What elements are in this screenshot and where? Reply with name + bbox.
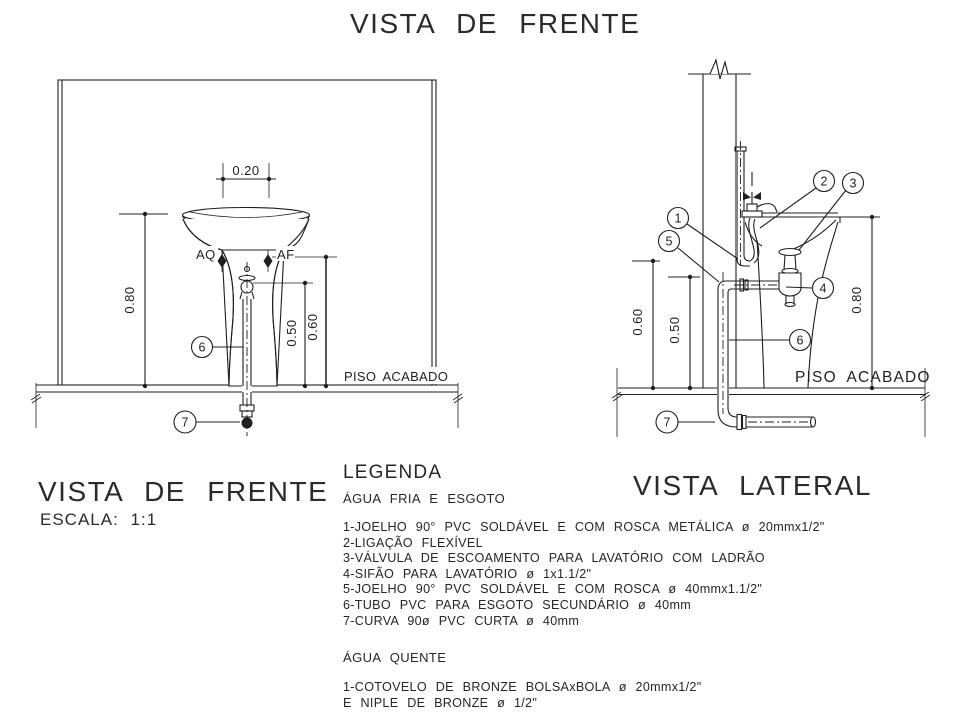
- front-dim-020-text: 0.20: [232, 163, 260, 178]
- legend-title: LEGENDA: [343, 462, 443, 483]
- legend-item: 5-JOELHO 90° PVC SOLDÁVEL E COM ROSCA ø 40mmx1.1/2": [343, 582, 763, 597]
- side-callout-3-number: 3: [849, 176, 857, 191]
- legend-item: 1-JOELHO 90° PVC SOLDÁVEL E COM ROSCA METÁLICA ø 20mmx1/2": [343, 520, 825, 534]
- front-view-title: VISTA DE FRENTE: [38, 476, 329, 507]
- pedestal-sink-side: [737, 213, 840, 388]
- legend-cold-section-title: ÁGUA FRIA E ESGOTO: [343, 491, 506, 506]
- side-callout-7-number: 7: [663, 415, 671, 430]
- side-dim-080-text: 0.80: [849, 286, 864, 314]
- legend-item: 2-LIGAÇÃO FLEXÍVEL: [343, 535, 483, 550]
- side-callout-7: [656, 411, 715, 433]
- legend-hot-items: [343, 680, 943, 711]
- top-title: VISTA DE FRENTE: [350, 8, 641, 39]
- legend-item: 6-TUBO PVC PARA ESGOTO SECUNDÁRIO ø 40mm: [343, 597, 692, 612]
- side-view-drawing: [612, 60, 931, 437]
- side-dim-050-text: 0.50: [667, 316, 682, 344]
- side-dim-080: [840, 215, 880, 390]
- side-dim-050: [667, 275, 700, 390]
- side-view-title: VISTA LATERAL: [633, 470, 872, 501]
- side-callout-5: [659, 231, 720, 283]
- front-view-drawing: [31, 80, 463, 436]
- front-dim-080-text: 0.80: [122, 286, 137, 314]
- front-dim-080: [119, 212, 168, 388]
- side-callout-6-number: 6: [796, 333, 804, 348]
- side-callout-5-number: 5: [665, 234, 673, 249]
- legend-item: E NIPLE DE BRONZE ø 1/2": [343, 695, 538, 710]
- front-dim-060-text: 0.60: [305, 313, 320, 341]
- label-aq: AQ: [196, 247, 216, 262]
- legend-item: 1-COTOVELO DE BRONZE BOLSAxBOLA ø 20mmx1/2": [343, 680, 702, 695]
- flexible-connection: [749, 218, 759, 263]
- side-callout-2-number: 2: [820, 174, 828, 189]
- front-dim-020: [216, 157, 276, 198]
- front-view-scale: ESCALA: 1:1: [40, 510, 158, 529]
- legend-item: 7-CURVA 90ø PVC CURTA ø 40mm: [343, 613, 580, 628]
- legend-item: 4-SIFÃO PARA LAVATÓRIO ø 1x1.1/2": [343, 566, 592, 581]
- side-floor-label: PISO ACABADO: [795, 369, 931, 386]
- side-callout-4-number: 4: [819, 281, 827, 296]
- front-floor-label: PISO ACABADO: [344, 369, 449, 384]
- front-dim-060: [305, 255, 328, 388]
- side-dim-060: [630, 259, 660, 390]
- side-callout-6: [729, 330, 811, 351]
- front-callout-7: [174, 411, 240, 433]
- legend-hot-section-title: ÁGUA QUENTE: [343, 650, 447, 666]
- legend-cold-items: [343, 520, 943, 629]
- legend-block: [343, 462, 943, 711]
- front-callout-7-number: 7: [181, 415, 189, 430]
- label-af: AF: [277, 247, 295, 262]
- underfloor-pipe-side: [718, 408, 816, 430]
- front-callout-6-number: 6: [198, 340, 206, 355]
- side-callout-1-number: 1: [674, 211, 682, 226]
- faucet-side: [742, 172, 777, 217]
- legend-item: 3-VÁLVULA DE ESCOAMENTO PARA LAVATÓRIO COM LADRÃO: [343, 551, 765, 566]
- side-dim-060-text: 0.60: [630, 308, 645, 336]
- front-dim-050-text: 0.50: [284, 319, 299, 347]
